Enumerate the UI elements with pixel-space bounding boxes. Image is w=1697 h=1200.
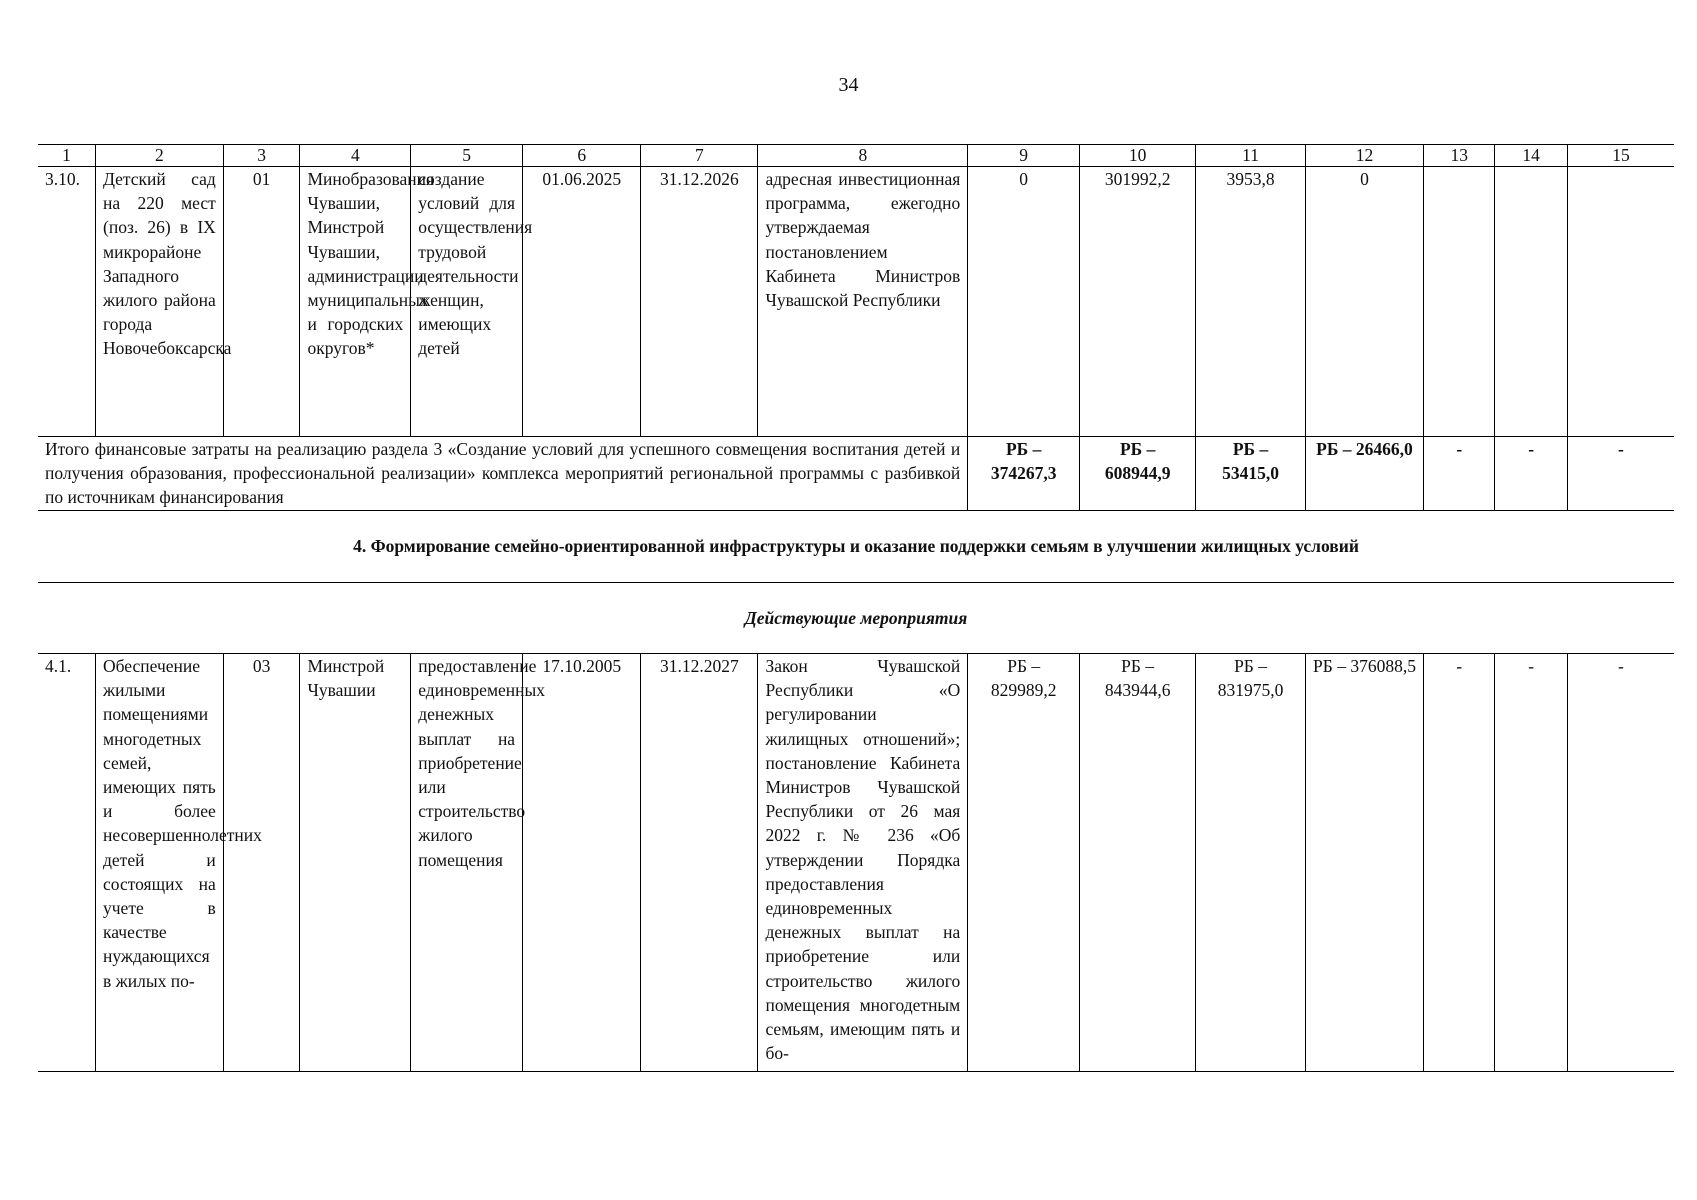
page-number: 34 xyxy=(838,74,859,96)
total-row xyxy=(38,437,1674,511)
row-number: 4.1. xyxy=(38,654,96,1072)
column-number: 4 xyxy=(300,145,411,167)
funding-col-10: РБ – 843944,6 xyxy=(1080,654,1196,1072)
column-number-row xyxy=(38,145,1674,167)
total-col-14: - xyxy=(1495,437,1567,511)
funding-col-11: 3953,8 xyxy=(1196,167,1306,437)
table-row xyxy=(38,654,1674,1072)
total-col-11: РБ – 53415,0 xyxy=(1196,437,1306,511)
column-number: 15 xyxy=(1567,145,1674,167)
end-date: 31.12.2027 xyxy=(641,654,758,1072)
total-label: Итого финансовые затраты на реализацию раздела 3 «Создание условий для успешного совмещения воспитания детей и получения образования, профессиональной реализации» комплекса мероприятий региональной программы с разбивкой по источникам финансирования xyxy=(38,437,968,511)
column-number: 3 xyxy=(223,145,300,167)
funding-col-14: - xyxy=(1495,654,1567,1072)
start-date: 17.10.2005 xyxy=(523,654,641,1072)
funding-col-15 xyxy=(1567,167,1674,437)
funding-col-13: - xyxy=(1424,654,1495,1072)
column-number: 6 xyxy=(523,145,641,167)
subheading-current-measures: Действующие мероприятия xyxy=(744,608,968,628)
section-4-heading: 4. Формирование семейно-ориентированной инфраструктуры и оказание поддержки семьям в улучшении жилищных условий xyxy=(353,536,1359,556)
total-col-9: РБ – 374267,3 xyxy=(968,437,1080,511)
legal-basis: Закон Чувашской Республики «О регулировании жилищных отношений»; постановление Кабинета Министров Чувашской Республики от 26 мая 2022 г. № 236 «Об утверждении Порядка предоставления единовременных денежных выплат на приобретение или строительство жилого помещения многодетным семьям, имеющим пять и бо- xyxy=(758,654,968,1072)
column-number: 13 xyxy=(1424,145,1495,167)
funding-col-12: 0 xyxy=(1305,167,1423,437)
column-number: 9 xyxy=(968,145,1080,167)
measure-name: Детский сад на 220 мест (поз. 26) в IX микрорайоне Западного жилого района города Новочебоксарска xyxy=(96,167,224,437)
funding-col-10: 301992,2 xyxy=(1080,167,1196,437)
funding-col-11: РБ – 831975,0 xyxy=(1196,654,1306,1072)
start-date: 01.06.2025 xyxy=(523,167,641,437)
column-number: 5 xyxy=(411,145,523,167)
measure-name: Обеспечение жилыми помещениями многодетных семей, имеющих пять и более несовершеннолетних детей и состоящих на учете в качестве нуждающихся в жилых по- xyxy=(96,654,224,1072)
column-number: 7 xyxy=(641,145,758,167)
column-number: 12 xyxy=(1305,145,1423,167)
column-number: 14 xyxy=(1495,145,1567,167)
section-divider xyxy=(38,582,1674,583)
executor: Минстрой Чувашии xyxy=(300,654,411,1072)
column-number: 8 xyxy=(758,145,968,167)
end-date: 31.12.2026 xyxy=(641,167,758,437)
column-number: 2 xyxy=(96,145,224,167)
executor: Минобразования Чувашии, Минстрой Чувашии, администрации муниципальных и городских округов* xyxy=(300,167,411,437)
funding-col-13 xyxy=(1424,167,1495,437)
measure-code: 03 xyxy=(223,654,300,1072)
legal-basis: адресная инвестиционная программа, ежегодно утверждаемая постановлением Кабинета Министров Чувашской Республики xyxy=(758,167,968,437)
total-col-15: - xyxy=(1567,437,1674,511)
funding-col-9: РБ – 829989,2 xyxy=(968,654,1080,1072)
total-col-13: - xyxy=(1424,437,1495,511)
total-col-12: РБ – 26466,0 xyxy=(1305,437,1423,511)
funding-col-14 xyxy=(1495,167,1567,437)
funding-col-9: 0 xyxy=(968,167,1080,437)
column-number: 1 xyxy=(38,145,96,167)
goal: предоставление единовременных денежных выплат на приобретение или строительство жилого помещения xyxy=(411,654,523,1072)
total-col-10: РБ – 608944,9 xyxy=(1080,437,1196,511)
column-number: 10 xyxy=(1080,145,1196,167)
funding-col-15: - xyxy=(1567,654,1674,1072)
row-number: 3.10. xyxy=(38,167,96,437)
funding-col-12: РБ – 376088,5 xyxy=(1305,654,1423,1072)
goal: создание условий для осуществления трудовой деятельности женщин, имеющих детей xyxy=(411,167,523,437)
measures-table-section-4 xyxy=(38,653,1674,1072)
column-number: 11 xyxy=(1196,145,1306,167)
measures-table-section-3 xyxy=(38,144,1674,511)
measure-code: 01 xyxy=(223,167,300,437)
table-row xyxy=(38,167,1674,437)
